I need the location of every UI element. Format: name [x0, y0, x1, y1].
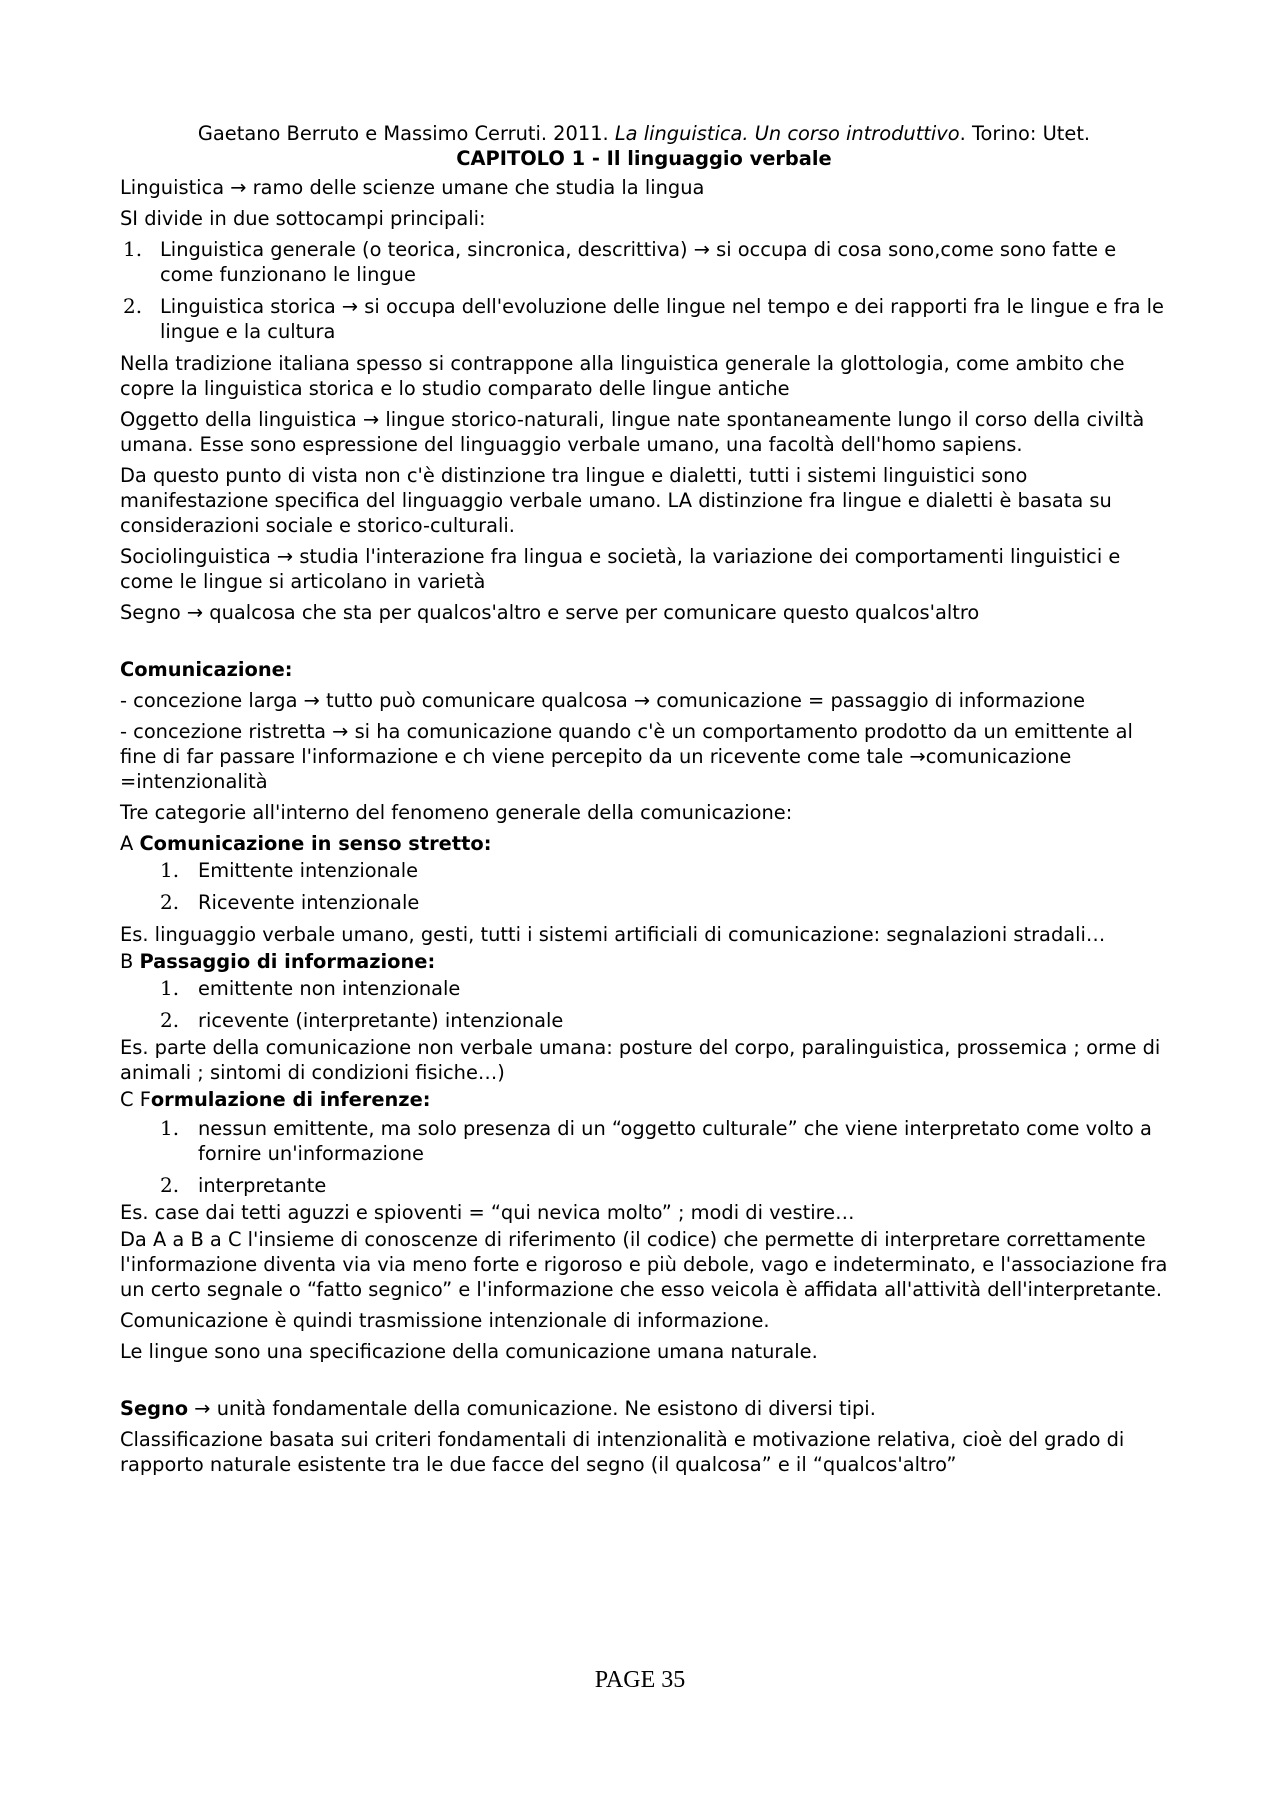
- list-item-text: Ricevente intenzionale: [198, 891, 420, 914]
- comunicazione-paragraph-3: Tre categorie all'interno del fenomeno generale della comunicazione:: [120, 801, 793, 824]
- list-item-text: Linguistica generale (o teorica, sincronica, descrittiva) → si occupa di cosa sono,come sono fatte e come funzionano le lingue: [160, 238, 1117, 286]
- list-item-text: ricevente (interpretante) intenzionale: [198, 1009, 564, 1032]
- list-number: 2.: [160, 1008, 180, 1032]
- category-b-example: Es. parte della comunicazione non verbale umana: posture del corpo, paralinguistica, prossemica ; orme di animali ; sintomi di condizioni fisiche…): [120, 1036, 1161, 1084]
- category-a-heading: [120, 831, 1168, 856]
- intro-paragraph-4: Oggetto della linguistica → lingue storico-naturali, lingue nate spontaneamente lungo il corso della civiltà umana. Esse sono espressione del linguaggio verbale umano, una facoltà dell'homo sapiens.: [120, 408, 1145, 456]
- comunicazione-paragraph-4: Da A a B a C l'insieme di conoscenze di riferimento (il codice) che permette di interpretare correttamente l'informazione diventa via via meno forte e rigoroso e più debole, vago e indeterminato, e l'associazione fra un certo segnale o “fatto segnico” e l'informazione che esso veicola è affidata all'attività dell'interpretante.: [120, 1228, 1168, 1301]
- list-item: [120, 890, 1168, 915]
- intro-list: [120, 237, 1168, 344]
- list-item-text: nessun emittente, ma solo presenza di un “oggetto culturale” che viene interpretato come volto a fornire un'informazione: [198, 1117, 1152, 1165]
- list-item-text: emittente non intenzionale: [198, 977, 461, 1000]
- list-item: [120, 976, 1168, 1001]
- comunicazione-heading: Comunicazione:: [120, 658, 293, 681]
- segno-paragraph-2: Classificazione basata sui criteri fondamentali di intenzionalità e motivazione relativa, cioè del grado di rapporto naturale esistente tra le due facce del segno (il qualcosa” e il “qualcos'altro”: [120, 1428, 1125, 1476]
- comunicazione-paragraph-5: Comunicazione è quindi trasmissione intenzionale di informazione.: [120, 1309, 770, 1332]
- segno-heading: Segno: [120, 1397, 189, 1420]
- category-c-heading: [120, 1087, 1168, 1112]
- segno-paragraph-1-text: → unità fondamentale della comunicazione. Ne esistono di diversi tipi.: [188, 1397, 876, 1420]
- segno-paragraph-1: [120, 1396, 1168, 1421]
- page-content: [120, 121, 1168, 1483]
- list-number: 1.: [160, 1116, 180, 1140]
- intro-paragraph-6: Sociolinguistica → studia l'interazione fra lingua e società, la variazione dei comportamenti linguistici e come le lingue si articolano in varietà: [120, 545, 1121, 593]
- category-c-list: [120, 1116, 1168, 1198]
- intro-paragraph-5: Da questo punto di vista non c'è distinzione tra lingue e dialetti, tutti i sistemi linguistici sono manifestazione specifica del linguaggio verbale umano. LA distinzione fra lingue e dialetti è basata su considerazioni sociale e storico-culturali.: [120, 464, 1112, 537]
- list-item-text: Linguistica storica → si occupa dell'evoluzione delle lingue nel tempo e dei rapporti fra le lingue e fra le lingue e la cultura: [160, 295, 1164, 343]
- spacer: [120, 1370, 1168, 1396]
- list-number: 2.: [160, 890, 180, 914]
- intro-paragraph-2: SI divide in due sottocampi principali:: [120, 207, 486, 230]
- category-c-title: ormulazione di inferenze:: [150, 1088, 431, 1111]
- comunicazione-paragraph-2: - concezione ristretta → si ha comunicazione quando c'è un comportamento prodotto da un emittente al fine di far passare l'informazione e ch viene percepito da un ricevente come tale →comunicazione =intenzionalità: [120, 720, 1133, 793]
- page-number: PAGE 35: [594, 1667, 686, 1693]
- citation-publisher: . Torino: Utet.: [959, 122, 1091, 145]
- list-number: 1.: [160, 976, 180, 1000]
- list-number: 2.: [160, 1173, 180, 1197]
- list-item: [120, 1173, 1168, 1198]
- citation-book-title: La linguistica. Un corso introduttivo: [614, 122, 960, 145]
- category-b-heading: [120, 949, 1168, 974]
- citation-authors: Gaetano Berruto e Massimo Cerruti. 2011.: [197, 122, 615, 145]
- list-number: 1.: [160, 858, 180, 882]
- list-item-text: Emittente intenzionale: [198, 859, 419, 882]
- category-b-title: Passaggio di informazione:: [139, 950, 436, 973]
- list-item: [120, 1116, 1168, 1166]
- category-a-example: Es. linguaggio verbale umano, gesti, tutti i sistemi artificiali di comunicazione: segnalazioni stradali…: [120, 923, 1106, 946]
- category-c-prefix: C F: [120, 1088, 151, 1111]
- list-item: [120, 1008, 1168, 1033]
- list-item: [120, 294, 1168, 344]
- intro-paragraph-3: Nella tradizione italiana spesso si contrappone alla linguistica generale la glottologia, come ambito che copre la linguistica storica e lo studio comparato delle lingue antiche: [120, 352, 1125, 400]
- category-a-prefix: A: [120, 832, 140, 855]
- comunicazione-paragraph-6: Le lingue sono una specificazione della comunicazione umana naturale.: [120, 1340, 818, 1363]
- category-c-example: Es. case dai tetti aguzzi e spioventi = “qui nevica molto” ; modi di vestire…: [120, 1201, 855, 1224]
- list-number: 1.: [123, 237, 143, 261]
- list-number: 2.: [123, 294, 143, 318]
- spacer: [120, 631, 1168, 657]
- list-item: [120, 237, 1168, 287]
- comunicazione-paragraph-1: - concezione larga → tutto può comunicare qualcosa → comunicazione = passaggio di informazione: [120, 689, 1086, 712]
- category-a-title: Comunicazione in senso stretto:: [139, 832, 492, 855]
- category-a-list: [120, 858, 1168, 915]
- intro-paragraph-1: Linguistica → ramo delle scienze umane che studia la lingua: [120, 176, 705, 199]
- list-item-text: interpretante: [198, 1174, 327, 1197]
- category-b-prefix: B: [120, 950, 140, 973]
- list-item: [120, 858, 1168, 883]
- chapter-title: CAPITOLO 1 - Il linguaggio verbale: [456, 147, 832, 170]
- intro-paragraph-7: Segno → qualcosa che sta per qualcos'altro e serve per comunicare questo qualcos'altro: [120, 601, 980, 624]
- category-b-list: [120, 976, 1168, 1033]
- citation: [120, 121, 1168, 146]
